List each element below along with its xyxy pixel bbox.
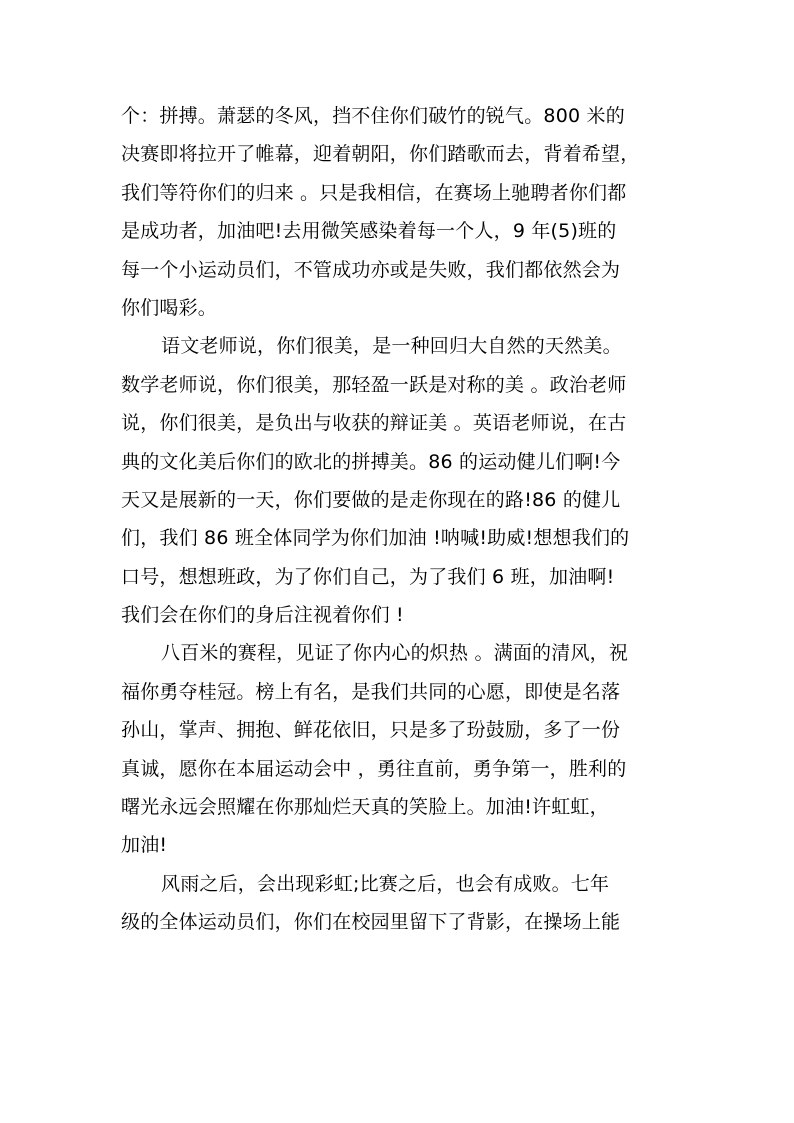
text-line: 每一个小运动员们，不管成功亦或是失败，我们都依然会为 bbox=[121, 258, 621, 281]
text-line: 真诚，愿你在本届运动会中 ，勇往直前，勇争第一，胜利的 bbox=[121, 757, 627, 780]
text-line: 你们喝彩。 bbox=[121, 296, 218, 319]
text-line: 决赛即将拉开了帷幕，迎着朝阳，你们踏歌而去，背着希望， bbox=[121, 143, 640, 166]
body-text bbox=[121, 97, 681, 942]
text-line: 我们会在你们的身后注视着你们 ! bbox=[121, 604, 404, 627]
text-line: 个：拼搏。萧瑟的冬风，挡不住你们破竹的锐气。800 米的 bbox=[121, 105, 625, 127]
text-line: 曙光永远会照耀在你那灿烂天真的笑脸上。加油!许虹虹， bbox=[121, 796, 609, 819]
text-line: 是成功者，加油吧!去用微笑感染着每一个人，9 年(5)班的 bbox=[121, 220, 617, 243]
paragraph-first-line: 风雨之后，会出现彩虹;比赛之后，也会有成败。七年 bbox=[161, 872, 610, 895]
text-line: 级的全体运动员们，你们在校园里留下了背影，在操场上能 bbox=[121, 911, 621, 934]
text-line: 我们等符你们的归来 。只是我相信，在赛场上驰聘者你们都 bbox=[121, 181, 627, 204]
text-line: 口号，想想班政，为了你们自己，为了我们 6 班，加油啊! bbox=[121, 565, 615, 588]
paragraph-first-line: 八百米的赛程，见证了你内心的炽热 。满面的清风，祝 bbox=[161, 642, 629, 665]
paragraph-first-line: 语文老师说，你们很美，是一种回归大自然的天然美。 bbox=[161, 335, 622, 358]
text-line: 加油! bbox=[121, 834, 168, 857]
text-line: 天又是展新的一天，你们要做的是走你现在的路!86 的健儿 bbox=[121, 488, 621, 511]
text-line: 典的文化美后你们的欧北的拼搏美。86 的运动健儿们啊!今 bbox=[121, 450, 621, 473]
text-line: 孙山，掌声、拥抱、鲜花依旧，只是多了玢鼓励，多了一份 bbox=[121, 719, 621, 742]
text-line: 们，我们 86 班全体同学为你们加油 !呐喊!助威!想想我们的 bbox=[121, 527, 630, 550]
text-line: 数学老师说，你们很美，那轻盈一跃是对称的美 。政治老师 bbox=[121, 373, 627, 396]
text-line: 说，你们很美，是负出与收获的辩证美 。英语老师说，在古 bbox=[121, 412, 627, 435]
text-line: 福你勇夺桂冠。榜上有名，是我们共同的心愿，即使是名落 bbox=[121, 680, 621, 703]
